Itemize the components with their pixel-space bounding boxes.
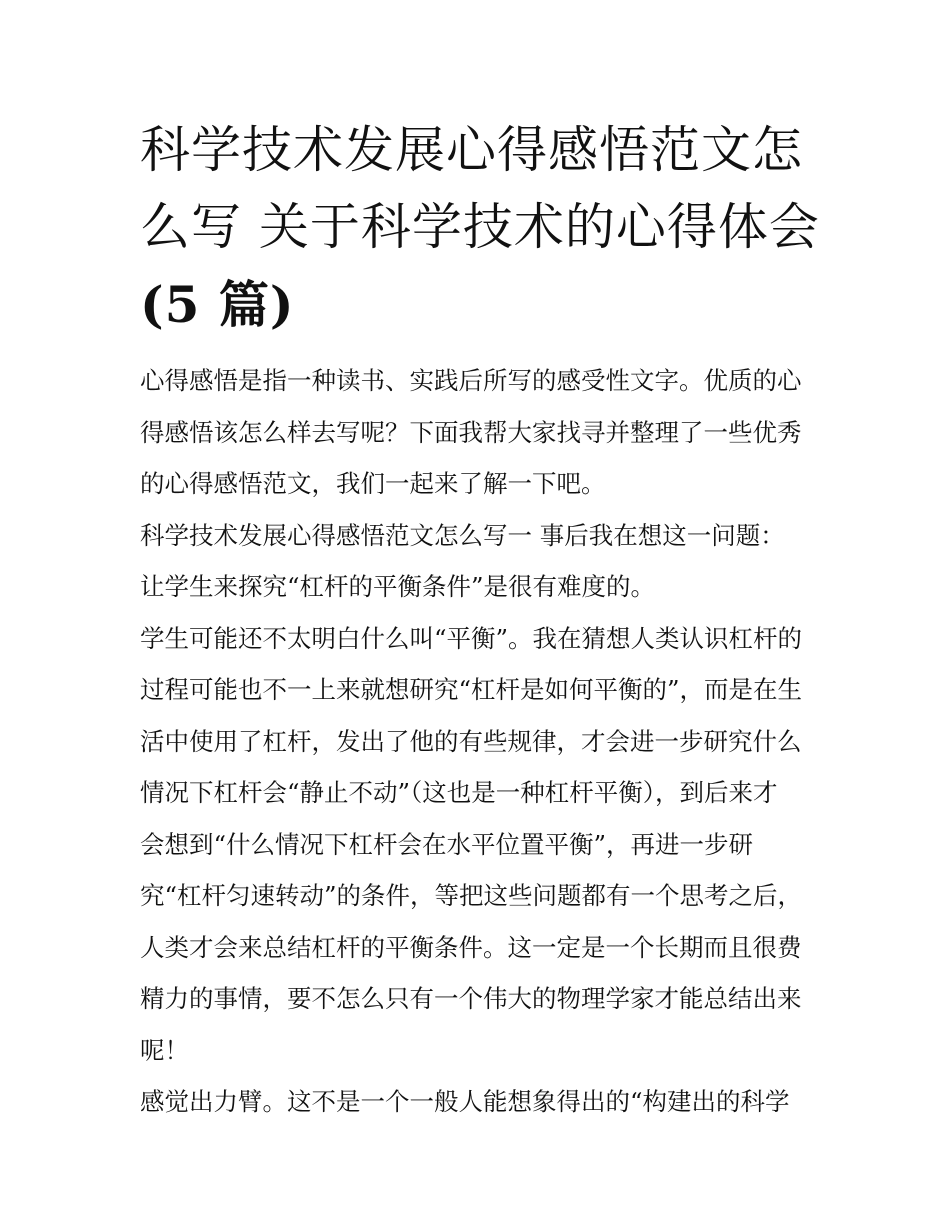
body-line: 感觉出力臂。这不是一个一般人能想象得出的“构建出的科学 — [140, 1087, 790, 1116]
title-line-3: (5 篇) — [140, 275, 295, 334]
body-line: 学生可能还不太明白什么叫“平衡”。我在猜想人类认识杠杆的 — [140, 623, 803, 653]
title-line-2: 么写 关于科学技术的心得体会 — [140, 198, 820, 256]
body-line: 科学技术发展心得感悟范文怎么写一 事后我在想这一问题： — [140, 520, 785, 550]
body-line: 的心得感悟范文，我们一起来了解一下吧。 — [140, 469, 606, 498]
body-line: 过程可能也不一上来就想研究“杠杆是如何平衡的”，而是在生 — [140, 675, 803, 704]
body-line: 呢！ — [140, 1035, 189, 1065]
body-line: 究“杠杆匀速转动”的条件，等把这些问题都有一个思考之后， — [140, 881, 803, 910]
body-line: 得感悟该怎么样去写呢？下面我帮大家找寻并整理了一些优秀 — [140, 417, 802, 447]
body-line: 心得感悟是指一种读书、实践后所写的感受性文字。优质的心 — [140, 366, 802, 395]
body-line: 人类才会来总结杠杆的平衡条件。这一定是一个长期而且很费 — [140, 932, 802, 962]
body-line: 让学生来探究“杠杆的平衡条件”是很有难度的。 — [140, 572, 656, 601]
body-line: 会想到“什么情况下杠杆会在水平位置平衡”，再进一步研 — [140, 829, 754, 859]
document-title — [140, 112, 820, 343]
body-line: 情况下杠杆会“静止不动”（这也是一种杠杆平衡），到后来才 — [140, 778, 778, 807]
body-line: 精力的事情，要不怎么只有一个伟大的物理学家才能总结出来 — [140, 984, 802, 1013]
title-line-1: 科学技术发展心得感悟范文怎 — [140, 121, 803, 179]
body-line: 活中使用了杠杆，发出了他的有些规律，才会进一步研究什么 — [140, 726, 802, 756]
document-body — [140, 355, 830, 1128]
